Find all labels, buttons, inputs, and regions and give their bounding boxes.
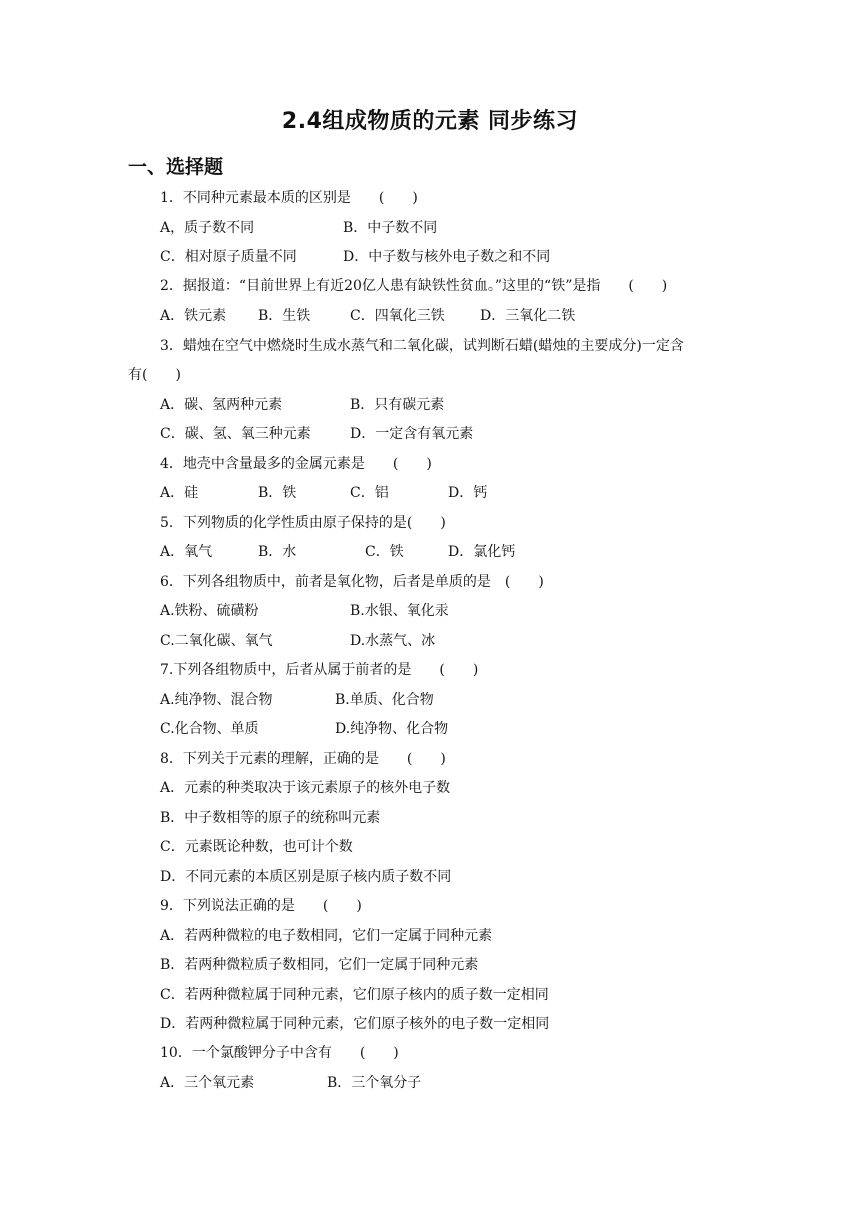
answer-option: C．若两种微粒属于同种元素，它们原子核内的质子数一定相同: [160, 987, 549, 1003]
answer-option: A．元素的种类取决于该元素原子的核外电子数: [160, 780, 451, 796]
answer-option: C．相对原子质量不同: [160, 249, 297, 265]
document-title: 2.4组成物质的元素 同步练习: [281, 109, 579, 134]
answer-option: B．铁: [258, 485, 297, 501]
answer-option: A．三个氧元素: [160, 1075, 255, 1091]
question-stem: 10．一个氯酸钾分子中含有 ( ): [160, 1045, 399, 1061]
answer-option: A．铁元素: [160, 308, 227, 324]
answer-option: D．氯化钙: [448, 544, 516, 560]
question-stem: 8．下列关于元素的理解，正确的是 ( ): [160, 751, 446, 767]
question-stem: 5．下列物质的化学性质由原子保持的是( ): [160, 515, 446, 531]
answer-option: D．不同元素的本质区别是原子核内质子数不同: [160, 869, 452, 885]
answer-option: C．碳、氢、氧三种元素: [160, 426, 311, 442]
answer-option: B．中子数不同: [343, 220, 438, 236]
answer-option: A.铁粉、硫磺粉: [160, 603, 259, 619]
answer-option: A.纯净物、混合物: [160, 692, 273, 708]
section-heading: 一、选择题: [128, 156, 224, 178]
answer-option: A．硅: [160, 485, 199, 501]
answer-option: B．若两种微粒质子数相同，它们一定属于同种元素: [160, 957, 479, 973]
question-stem: 3．蜡烛在空气中燃烧时生成水蒸气和二氧化碳，试判断石蜡(蜡烛的主要成分)一定含: [160, 338, 684, 354]
question-stem: 4．地壳中含量最多的金属元素是 ( ): [160, 456, 432, 472]
answer-option: A．氧气: [160, 544, 213, 560]
answer-option: C.二氧化碳、氧气: [160, 633, 273, 649]
answer-option: C.化合物、单质: [160, 721, 259, 737]
answer-option: B．三个氧分子: [327, 1075, 422, 1091]
answer-option: A，质子数不同: [160, 220, 255, 236]
answer-option: D．若两种微粒属于同种元素，它们原子核外的电子数一定相同: [160, 1016, 550, 1032]
question-stem: 7.下列各组物质中，后者从属于前者的是 ( ): [160, 662, 479, 678]
answer-option: B.水银、氧化汞: [350, 603, 449, 619]
answer-option: C．铁: [365, 544, 404, 560]
question-stem: 2．据报道：“目前世界上有近20亿人患有缺铁性贫血。”这里的“铁”是指 ( ): [160, 278, 668, 294]
answer-option: C．四氧化三铁: [350, 308, 445, 324]
answer-option: B．只有碳元素: [350, 397, 445, 413]
answer-option: B．水: [258, 544, 297, 560]
answer-option: B．生铁: [258, 308, 311, 324]
question-stem: 9．下列说法正确的是 ( ): [160, 898, 362, 914]
answer-option: A．若两种微粒的电子数相同，它们一定属于同种元素: [160, 928, 493, 944]
answer-option: C．铝: [350, 485, 389, 501]
answer-option: D.纯净物、化合物: [335, 721, 449, 737]
answer-option: B．中子数相等的原子的统称叫元素: [160, 810, 381, 826]
answer-option: C．元素既论种数，也可计个数: [160, 839, 353, 855]
answer-option: D．一定含有氧元素: [350, 426, 474, 442]
answer-option: D．钙: [448, 485, 488, 501]
question-stem: 6．下列各组物质中，前者是氧化物，后者是单质的是 ( ): [160, 574, 544, 590]
question-stem-continuation: 有( ): [128, 367, 181, 383]
answer-option: D.水蒸气、冰: [350, 633, 436, 649]
answer-option: B.单质、化合物: [335, 692, 434, 708]
answer-option: D．中子数与核外电子数之和不同: [343, 249, 551, 265]
answer-option: D．三氧化二铁: [480, 308, 576, 324]
answer-option: A．碳、氢两种元素: [160, 397, 283, 413]
question-stem: 1．不同种元素最本质的区别是 ( ): [160, 190, 418, 206]
